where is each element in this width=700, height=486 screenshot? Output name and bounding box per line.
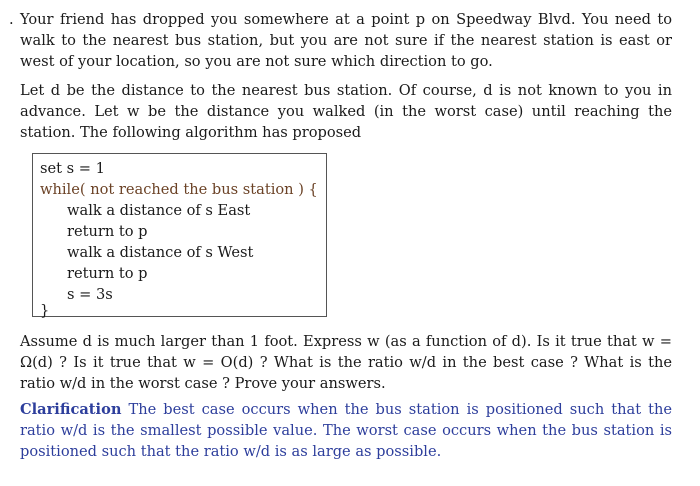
algorithm-line-while: while( not reached the bus station ) { (40, 181, 318, 198)
problem-definition-paragraph: Let d be the distance to the nearest bus station. Of course, d is not known to you in advance. Let w be the distance you walked (in the worst case) until reaching the station. The following algorithm has proposed (20, 82, 672, 141)
algorithm-line-return-1: return to p (67, 223, 148, 240)
clarification-paragraph (20, 399, 672, 462)
algorithm-line-return-2: return to p (67, 265, 148, 282)
clarification-label: Clarification (20, 401, 122, 418)
bullet-marker: . (9, 11, 14, 28)
algorithm-box (32, 153, 327, 317)
problem-intro-paragraph: Your friend has dropped you somewhere at a point p on Speedway Blvd. You need to walk to the nearest bus station, but you are not sure if the nearest station is east or west of your location, so you are not sure which direction to go. (20, 11, 672, 70)
algorithm-line-triple: s = 3s (67, 286, 113, 303)
algorithm-line-set: set s = 1 (40, 160, 105, 177)
algorithm-line-walk-west: walk a distance of s West (67, 244, 254, 261)
algorithm-line-close-brace: } (40, 302, 50, 319)
algorithm-line-walk-east: walk a distance of s East (67, 202, 251, 219)
clarification-text: The best case occurs when the bus station is positioned such that the ratio w/d is the smallest possible value. The worst case occurs when the bus station is positioned such that the ratio w/d is as large as possible. (20, 401, 673, 460)
questions-paragraph: Assume d is much larger than 1 foot. Express w (as a function of d). Is it true that w = Ω(d) ? Is it true that w = O(d) ? What is the ratio w/d in the best case ? What is the ratio w/d in the worst case ? Prove your answers. (20, 333, 672, 392)
